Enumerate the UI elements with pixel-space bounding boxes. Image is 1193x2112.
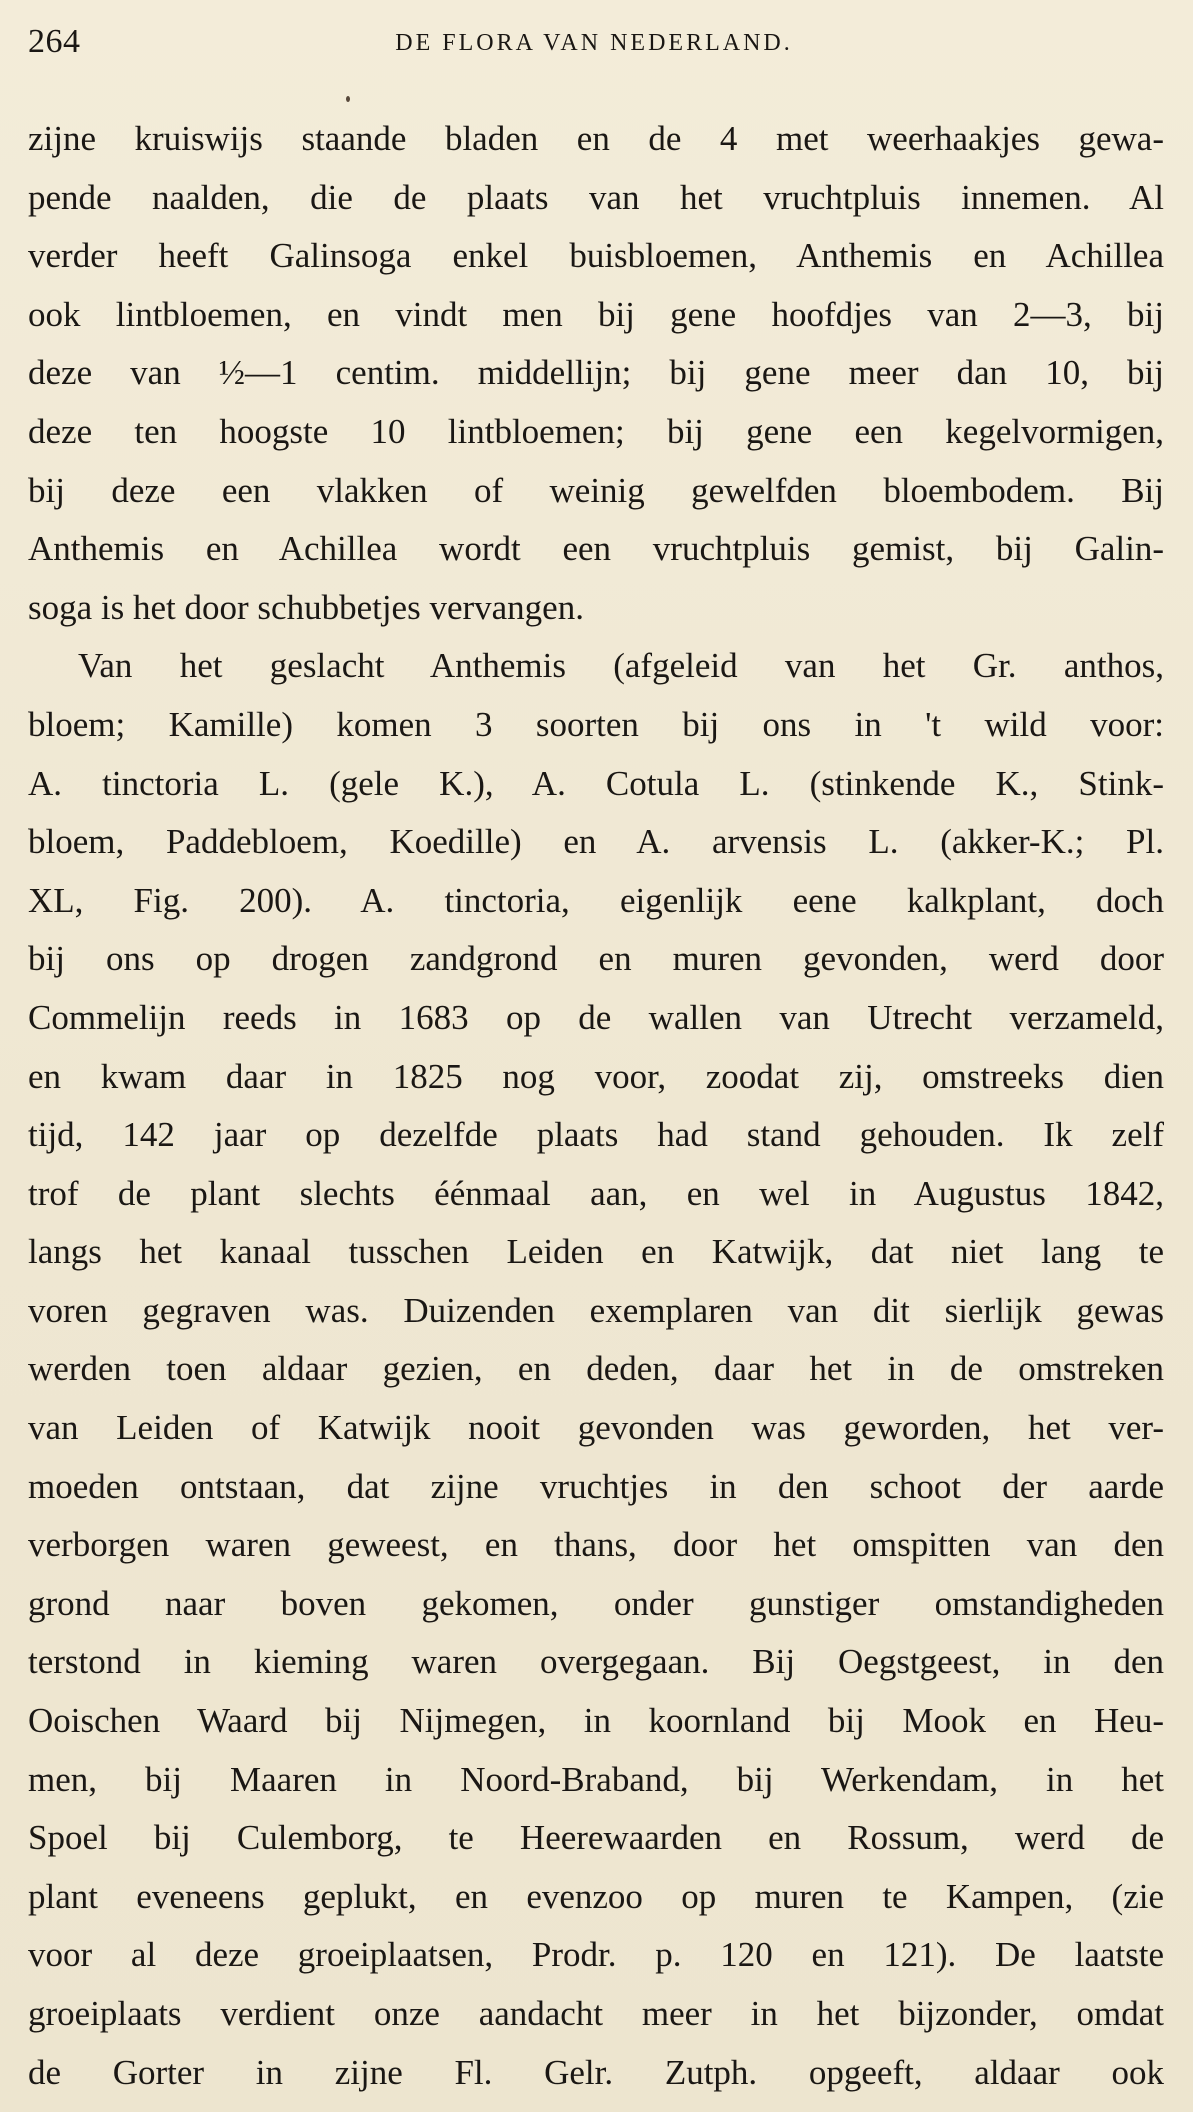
text-line: verborgen waren geweest, en thans, door het omspitten van den bbox=[28, 1525, 1164, 1565]
text-line: bloem; Kamille) komen 3 soorten bij ons in 't wild voor: bbox=[28, 704, 1164, 744]
text-line: voor al deze groeiplaatsen, Prodr. p. 120 en 121). De laatste bbox=[28, 1935, 1164, 1975]
body-text bbox=[28, 110, 1164, 2102]
text-line: Ooischen Waard bij Nijmegen, in koornland bij Mook en Heu- bbox=[28, 1701, 1164, 1741]
text-line: bij ons op drogen zandgrond en muren gevonden, werd door bbox=[28, 939, 1164, 979]
text-line: A. tinctoria L. (gele K.), A. Cotula L. (stinkende K., Stink- bbox=[28, 763, 1164, 803]
text-line: langs het kanaal tusschen Leiden en Katwijk, dat niet lang te bbox=[28, 1232, 1164, 1272]
text-line: ook lintbloemen, en vindt men bij gene hoofdjes van 2—3, bij bbox=[28, 294, 1164, 334]
text-line: van Leiden of Katwijk nooit gevonden was geworden, het ver- bbox=[28, 1408, 1164, 1448]
page-header bbox=[28, 22, 1160, 62]
text-line: bij deze een vlakken of weinig gewelfden bloembodem. Bij bbox=[28, 470, 1164, 510]
text-line: verder heeft Galinsoga enkel buisbloemen, Anthemis en Achillea bbox=[28, 236, 1164, 276]
text-line: pende naalden, die de plaats van het vruchtpluis innemen. Al bbox=[28, 177, 1164, 217]
text-line: deze van ½—1 centim. middellijn; bij gene meer dan 10, bij bbox=[28, 353, 1164, 393]
text-line: grond naar boven gekomen, onder gunstiger omstandigheden bbox=[28, 1583, 1164, 1623]
text-line: voren gegraven was. Duizenden exemplaren van dit sierlijk gewas bbox=[28, 1290, 1164, 1330]
text-line: deze ten hoogste 10 lintbloemen; bij gene een kegelvormigen, bbox=[28, 411, 1164, 451]
text-line: moeden ontstaan, dat zijne vruchtjes in den schoot der aarde bbox=[28, 1466, 1164, 1506]
text-line: bloem, Paddebloem, Koedille) en A. arvensis L. (akker-K.; Pl. bbox=[28, 822, 1164, 862]
text-line: men, bij Maaren in Noord-Braband, bij Werkendam, in het bbox=[28, 1759, 1164, 1799]
text-line: tijd, 142 jaar op dezelfde plaats had stand gehouden. Ik zelf bbox=[28, 1115, 1164, 1155]
text-line: de Gorter in zijne Fl. Gelr. Zutph. opgeeft, aldaar ook bbox=[28, 2052, 1164, 2092]
text-line: XL, Fig. 200). A. tinctoria, eigenlijk eene kalkplant, doch bbox=[28, 880, 1164, 920]
running-title: DE FLORA VAN NEDERLAND. bbox=[395, 30, 793, 56]
text-line-paragraph-end: soga is het door schubbetjes vervangen. bbox=[28, 587, 584, 627]
text-line: Spoel bij Culemborg, te Heerewaarden en Rossum, werd de bbox=[28, 1818, 1164, 1858]
text-line: en kwam daar in 1825 nog voor, zoodat zij, omstreeks dien bbox=[28, 1056, 1164, 1096]
text-line: zijne kruiswijs staande bladen en de 4 met weerhaakjes gewa- bbox=[28, 119, 1164, 158]
text-line: trof de plant slechts éénmaal aan, en wel in Augustus 1842, bbox=[28, 1173, 1164, 1213]
text-line: Commelijn reeds in 1683 op de wallen van Utrecht verzameld, bbox=[28, 997, 1164, 1037]
text-line-paragraph-start: Van het geslacht Anthemis (afgeleid van het Gr. anthos, bbox=[78, 646, 1164, 686]
ink-speck bbox=[346, 96, 350, 102]
text-line: plant eveneens geplukt, en evenzoo op muren te Kampen, (zie bbox=[28, 1876, 1164, 1916]
text-line: groeiplaats verdient onze aandacht meer in het bijzonder, omdat bbox=[28, 1994, 1164, 2033]
text-line: terstond in kieming waren overgegaan. Bij Oegstgeest, in den bbox=[28, 1642, 1164, 1682]
text-line: Anthemis en Achillea wordt een vruchtpluis gemist, bij Galin- bbox=[28, 529, 1164, 569]
page-number: 264 bbox=[28, 23, 81, 60]
text-line: werden toen aldaar gezien, en deden, daar het in de omstreken bbox=[28, 1349, 1164, 1389]
